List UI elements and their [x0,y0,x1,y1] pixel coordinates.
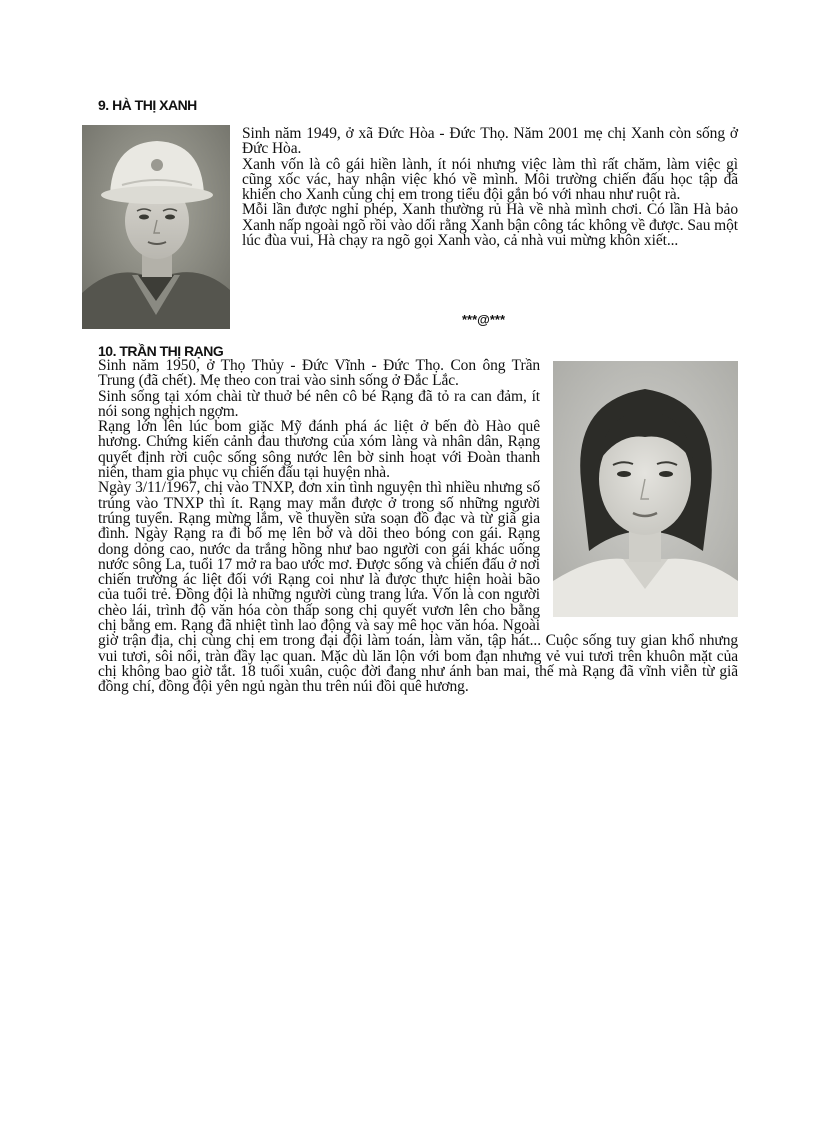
section-heading-ha-thi-xanh: 9. HÀ THỊ XANH [98,97,197,113]
paragraph: Sinh năm 1950, ở Thọ Thủy - Đức Vĩnh - Đức Thọ. Con ông Trần Trung (đã chết). Mẹ theo con trai vào sinh sống ở Đắc Lắc. [98,357,540,390]
section-body-tran-thi-rang [98,358,738,695]
section-body-ha-thi-xanh [242,126,738,248]
paragraph: Mỗi lần được nghỉ phép, Xanh thường rủ Hà về nhà mình chơi. Có lần Hà bảo Xanh nấp ngoài ngõ rồi vào dối rằng Xanh bận công tác không về được. Sau một lúc đùa vui, Hà chạy ra ngõ gọi Xanh vào, cả nhà vui mừng khôn xiết... [242,201,738,250]
section-separator: ***@*** [462,312,506,327]
paragraph: Sinh sống tại xóm chài từ thuở bé nên cô bé Rạng đã tỏ ra can đảm, ít nói song nghịch ngợm. [98,387,540,420]
paragraph: Ngày 3/11/1967, chị vào TNXP, đơn xin tình nguyện thì nhiều nhưng số trúng vào TNXP thì ít. Rạng may mắn được ở trong số những người trúng tuyển. Rạng mừng lắm, về thuyền sửa soạn đồ đạc và từ giã gia đình. Ngày Rạng ra đi bố mẹ lên bờ và dõi theo bóng con gái. Rạng dong dỏng cao, nước da trắng hồng như bao người con gái khác uống nước sông La, tuổi 17 mở ra bao ước mơ. Được sống và chiến đấu ở nơi chiến trường ác liệt đối với Rạng coi như là được thực hiện hoài bão của tuổi trẻ. Đồng đội là những người cùng trang lứa. Vốn là con người chèo lái, trình độ văn hóa còn thấp song chị quyết vươn lên cho bằng chị bằng em. Rạng đã nhiệt tình lao động và say mê học văn hóa. Ngoài giờ trận địa, chị cùng chị em trong đại đội làm toán, làm văn, tập hát... Cuộc sống tuy gian khổ nhưng vui tươi, sôi nổi, tràn đầy lạc quan. Mặc dù lăn lộn với bom đạn nhưng vẻ vui tươi trên khuôn mặt của chị không bao giờ tắt. 18 tuổi xuân, cuộc đời đang như ánh ban mai, thế mà Rạng đã vĩnh viễn từ giã đồng chí, đồng đội yên ngủ ngàn thu trên núi đồi quê hương. [98,479,738,696]
paragraph: Rạng lớn lên lúc bom giặc Mỹ đánh phá ác liệt ở bến đò Hào quê hương. Chứng kiến cảnh đau thương của xóm làng và nhân dân, Rạng quyết định rời cuộc sống sông nước lên bờ sinh hoạt với Đoàn thanh niên, tham gia phục vụ chiến đấu tại huyện nhà. [98,418,540,482]
section-heading-tran-thi-rang: 10. TRẦN THỊ RẠNG [98,343,224,359]
portrait-soldier-image [82,125,230,329]
portrait-photo-ha-thi-xanh [82,125,230,329]
photo-wrap-space [540,358,738,626]
paragraph: Xanh vốn là cô gái hiền lành, ít nói nhưng việc làm thì rất chăm, làm việc gì cũng xốc vác, hay nhận việc khó về mình. Môi trường chiến đấu học tập đã khiến cho Xanh cùng chị em trong tiểu đội gắn bó với nhau như ruột rà. [242,155,738,204]
paragraph: Sinh năm 1949, ở xã Đức Hòa - Đức Thọ. Năm 2001 mẹ chị Xanh còn sống ở Đức Hòa. [242,125,738,158]
